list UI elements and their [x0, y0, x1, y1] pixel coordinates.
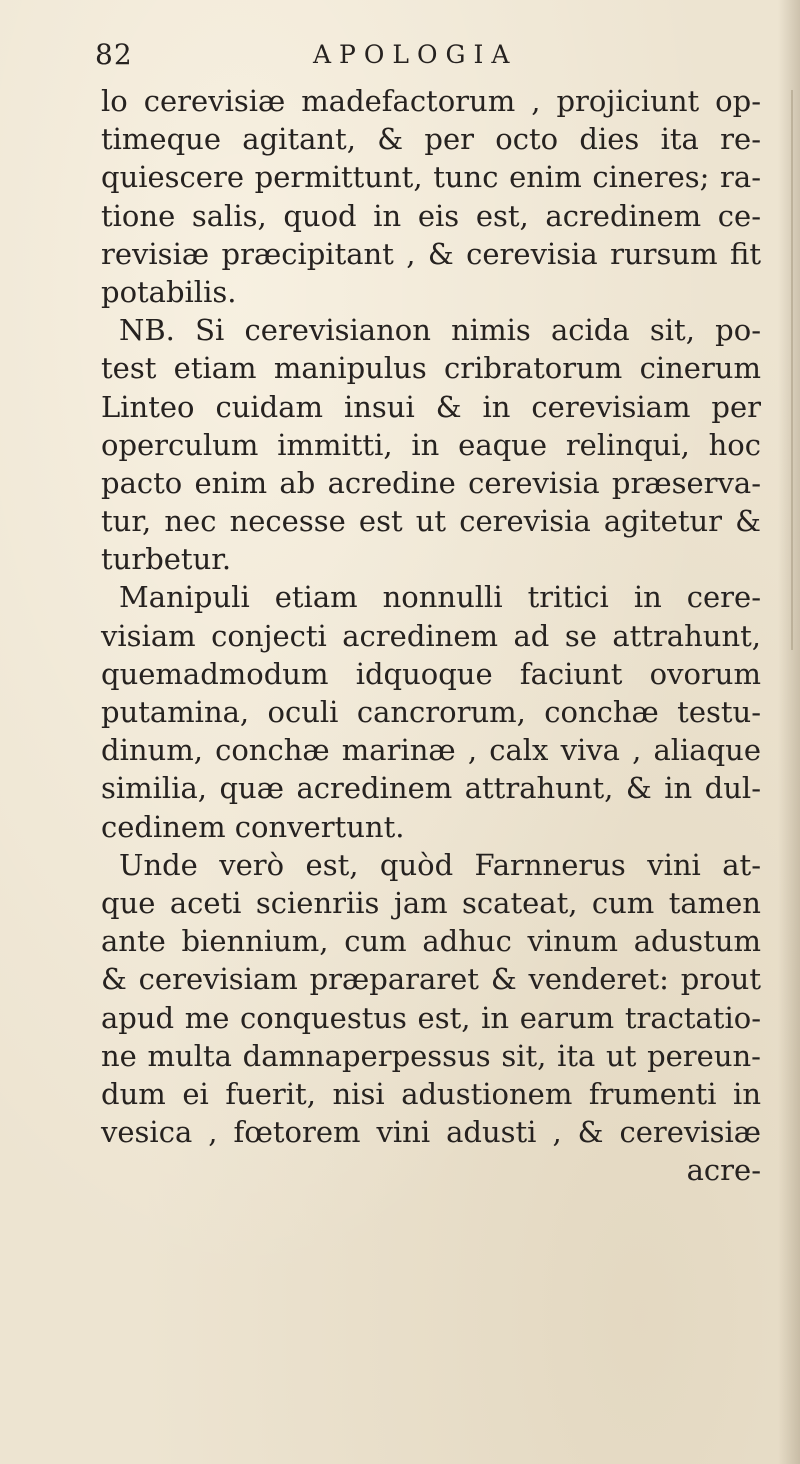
text-line: Linteo cuidam insui & in cerevisiam per [101, 389, 761, 424]
page-number: 82 [95, 38, 133, 71]
text-line: cedinem convertunt. [101, 809, 405, 844]
text-line: quiescere permittunt, tunc enim cineres; ra- [101, 160, 761, 195]
text-line: NB. Si cerevisianon nimis acida sit, po- [119, 313, 761, 348]
body-text [101, 82, 761, 1189]
text-line: quemadmodum idquoque faciunt ovorum [101, 656, 761, 691]
text-line: ante biennium, cum adhuc vinum adustum [101, 924, 761, 959]
running-head: APOLOGIA [313, 40, 518, 69]
text-line: turbetur. [101, 542, 232, 577]
text-line: Unde verò est, quòd Farnnerus vini at- [119, 847, 761, 882]
text-line: revisiæ præcipitant , & cerevisia rursum fit [101, 236, 761, 271]
text-line: test etiam manipulus cribratorum cinerum [101, 351, 761, 386]
text-line: lo cerevisiæ madefactorum , projiciunt op- [101, 84, 761, 118]
text-line: similia, quæ acredinem attrahunt, & in dul- [101, 771, 761, 806]
text-line: potabilis. [101, 274, 237, 309]
text-line: pacto enim ab acredine cerevisia præserva- [101, 465, 761, 500]
text-line: ne multa damnaperpessus sit, ita ut pereun- [101, 1038, 761, 1073]
text-line: dinum, conchæ marinæ , calx viva , aliaque [101, 733, 761, 768]
text-line: que aceti scienriis jam scateat, cum tamen [101, 885, 761, 920]
text-line: tur, nec necesse est ut cerevisia agitetur & [101, 504, 761, 539]
page-edge-line [791, 90, 793, 650]
text-line: operculum immitti, in eaque relinqui, hoc [101, 427, 761, 462]
page-header [95, 38, 755, 78]
text-line: tione salis, quod in eis est, acredinem ce- [101, 198, 761, 233]
text-line: timeque agitant, & per octo dies ita re- [101, 122, 761, 157]
text-line: dum ei fuerit, nisi adustionem frumenti in [101, 1076, 761, 1111]
text-line: & cerevisiam præpararet & venderet: prout [101, 962, 761, 997]
text-line: apud me conquestus est, in earum tractatio- [101, 1000, 761, 1035]
text-line: visiam conjecti acredinem ad se attrahunt, [101, 618, 761, 653]
text-line: vesica , fœtorem vini adusti , & cerevisiæ [101, 1115, 761, 1150]
page-edge-shadow [778, 0, 800, 1464]
text-line: Manipuli etiam nonnulli tritici in cere- [119, 580, 761, 615]
text-line: putamina, oculi cancrorum, conchæ testu- [101, 695, 761, 729]
catchword: acre- [686, 1153, 761, 1188]
